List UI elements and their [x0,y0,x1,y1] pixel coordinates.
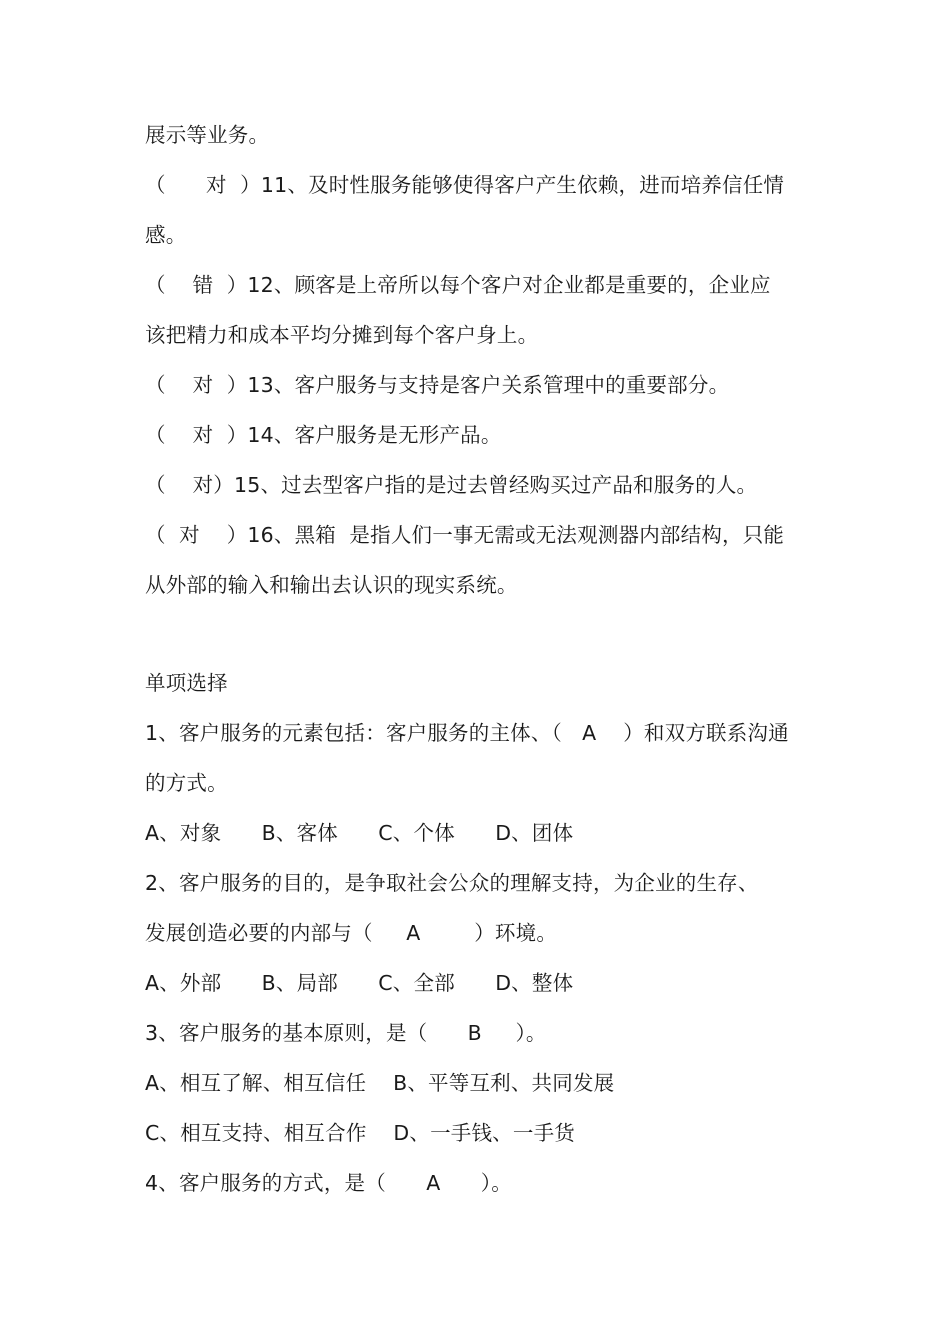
text-line: 的方式。 [145,771,228,795]
text-line: 感。 [145,223,187,247]
text-line: 发展创造必要的内部与（ A ）环境。 [145,921,558,945]
text-line: 展示等业务。 [145,123,270,147]
true-false-item-12: （ 错 ）12、顾客是上帝所以每个客户对企业都是重要的，企业应 [145,273,771,297]
section-heading: 单项选择 [145,671,228,695]
true-false-item-16: （ 对 ）16、黑箱 是指人们一事无需或无法观测器内部结构，只能 [145,523,785,547]
text-line: 该把精力和成本平均分摊到每个客户身上。 [145,323,539,347]
question-1: 1、客户服务的元素包括：客户服务的主体、（ A ）和双方联系沟通 [145,721,789,745]
options-3-cd: C、相互支持、相互合作 D、一手钱、一手货 [145,1121,575,1145]
true-false-item-15: （ 对）15、过去型客户指的是过去曾经购买过产品和服务的人。 [145,473,758,497]
question-4: 4、客户服务的方式，是（ A ）。 [145,1171,512,1195]
question-2: 2、客户服务的目的，是争取社会公众的理解支持，为企业的生存、 [145,871,759,895]
question-3: 3、客户服务的基本原则，是（ B ）。 [145,1021,547,1045]
true-false-item-14: （ 对 ）14、客户服务是无形产品。 [145,423,502,447]
true-false-item-11: （ 对 ）11、及时性服务能够使得客户产生依赖，进而培养信任情 [145,173,785,197]
text-line: 从外部的输入和输出去认识的现实系统。 [145,573,518,597]
true-false-item-13: （ 对 ）13、客户服务与支持是客户关系管理中的重要部分。 [145,373,730,397]
options-2: A、外部 B、局部 C、全部 D、整体 [145,971,574,995]
options-1: A、对象 B、客体 C、个体 D、团体 [145,821,574,845]
options-3-ab: A、相互了解、相互信任 B、平等互利、共同发展 [145,1071,615,1095]
